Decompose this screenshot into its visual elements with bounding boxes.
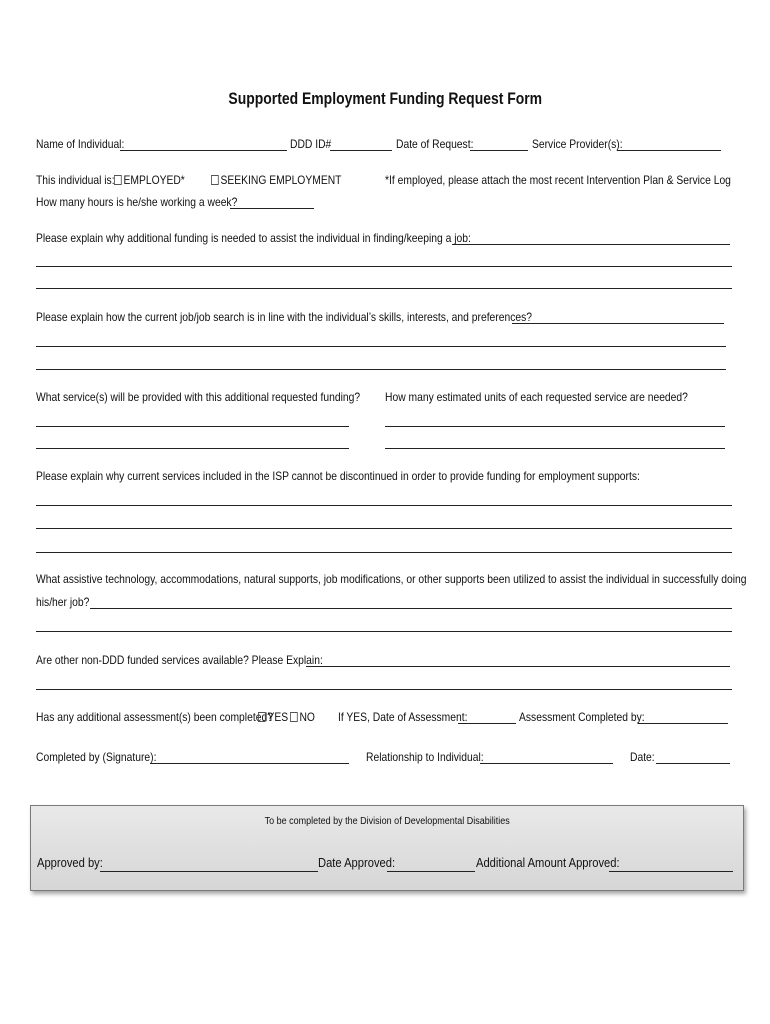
date-approved-label: Date Approved: [318,855,396,870]
hours-per-week-label: How many hours is he/she working a week? [36,195,238,209]
isp-line[interactable] [36,505,732,506]
assessment-date-field[interactable] [458,723,516,724]
ddd-approval-panel [30,805,744,891]
services-line[interactable] [36,426,349,427]
individual-status-label: This individual is: [36,173,115,187]
name-of-individual-label: Name of Individual: [36,137,125,151]
completed-by-label: Completed by (Signature): [36,750,157,764]
units-question: How many estimated units of each requested service are needed? [385,390,688,404]
additional-funding-field[interactable] [452,244,730,245]
assessment-no-checkbox[interactable] [290,710,315,724]
checkbox-icon [114,175,122,185]
services-question: What service(s) will be provided with this additional requested funding? [36,390,361,404]
employed-checkbox[interactable] [114,173,185,187]
date-approved-field[interactable] [387,871,475,872]
assistive-field[interactable] [90,608,732,609]
date-of-request-field[interactable] [470,150,528,151]
approved-by-field[interactable] [100,871,318,872]
employed-attachment-note: *If employed, please attach the most recent Intervention Plan & Service Log [385,173,731,187]
job-alignment-line[interactable] [36,369,726,370]
ddd-id-label: DDD ID# [290,137,332,151]
services-line[interactable] [36,448,349,449]
service-provider-field[interactable] [617,150,721,151]
relationship-label: Relationship to Individual: [366,750,484,764]
hours-per-week-field[interactable] [230,208,314,209]
signature-field[interactable] [150,763,349,764]
job-alignment-line[interactable] [36,346,726,347]
isp-question: Please explain why current services included in the ISP cannot be discontinued in order to provide funding for employment supports: [36,469,640,483]
assessment-no-label: NO [299,710,315,724]
relationship-field[interactable] [480,763,613,764]
units-line[interactable] [385,448,725,449]
additional-funding-question: Please explain why additional funding is needed to assist the individual in finding/keeping a job: [36,231,471,245]
assessment-completed-field[interactable] [638,723,728,724]
ddd-panel-title: To be completed by the Division of Developmental Disabilities [264,816,510,827]
service-provider-label: Service Provider(s): [532,137,623,151]
job-alignment-question: Please explain how the current job/job search is in line with the individual’s skills, interests, and preferences? [36,310,533,324]
non-ddd-line[interactable] [36,689,732,690]
signature-date-label: Date: [630,750,655,764]
additional-amount-field[interactable] [609,871,733,872]
assistive-question: What assistive technology, accommodations, natural supports, job modifications, or other supports been utilized to assist the individual in successfully doing [36,572,747,586]
assistive-question-cont: his/her job? [36,595,90,609]
employed-label: EMPLOYED* [123,173,185,187]
assessment-yes-checkbox[interactable] [258,710,288,724]
isp-line[interactable] [36,528,732,529]
checkbox-icon [211,175,219,185]
job-alignment-field[interactable] [512,323,724,324]
form-title: Supported Employment Funding Request Form [228,89,542,108]
checkbox-icon [290,712,298,722]
additional-amount-label: Additional Amount Approved: [476,855,620,870]
approved-by-label: Approved by: [37,855,103,870]
units-line[interactable] [385,426,725,427]
checkbox-icon [258,712,266,722]
ddd-id-field[interactable] [330,150,392,151]
signature-date-field[interactable] [656,763,730,764]
assistive-line[interactable] [36,631,732,632]
seeking-employment-label: SEEKING EMPLOYMENT [220,173,342,187]
date-of-request-label: Date of Request: [396,137,474,151]
assessment-completed-label: Assessment Completed by: [519,710,645,724]
non-ddd-field[interactable] [306,666,730,667]
assessment-question: Has any additional assessment(s) been completed? [36,710,273,724]
seeking-employment-checkbox[interactable] [211,173,341,187]
assessment-yes-label: YES [267,710,289,724]
non-ddd-question: Are other non-DDD funded services available? Please Explain: [36,653,323,667]
additional-funding-line[interactable] [36,288,732,289]
name-of-individual-field[interactable] [120,150,287,151]
additional-funding-line[interactable] [36,266,732,267]
assessment-date-label: If YES, Date of Assessment: [338,710,468,724]
isp-line[interactable] [36,552,732,553]
